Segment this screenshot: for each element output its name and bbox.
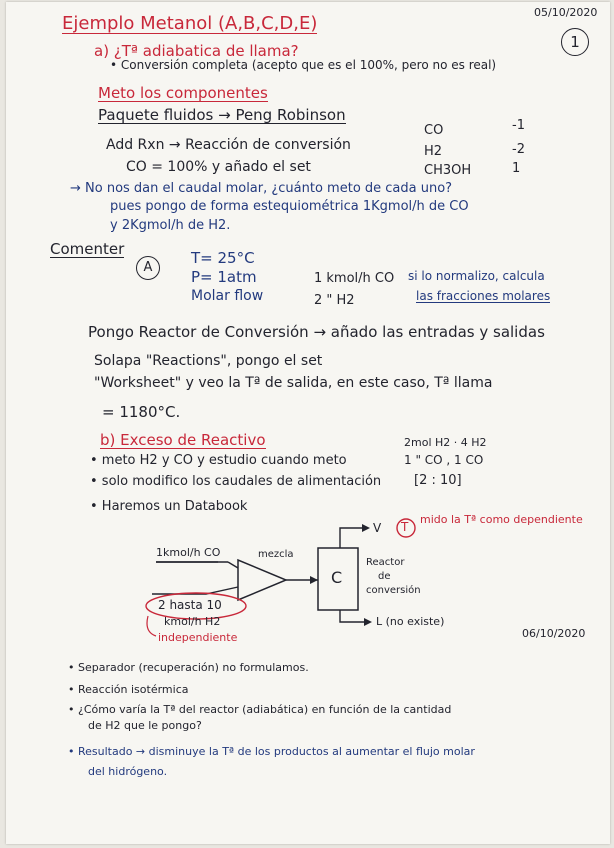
reactor-letter: C <box>331 568 343 587</box>
normalize-note: si lo normalizo, calcula <box>408 269 545 283</box>
fractions-note: las fracciones molares <box>416 289 551 303</box>
ratio-mid: 1 " CO , 1 CO <box>404 453 484 467</box>
stoich-species: CH3OH <box>424 163 472 178</box>
part-b-heading: b) Exceso de Reactivo <box>100 431 266 449</box>
stoichiometric-note-h2: y 2Kgmol/h de H2. <box>110 218 231 233</box>
h2-units-label: kmol/h H2 <box>164 615 221 628</box>
molar-flow-label: Molar flow <box>191 288 264 304</box>
part-b-bullet-3: • Haremos un Databook <box>90 499 248 514</box>
dependent-note: mido la Tª como dependiente <box>420 513 583 526</box>
flow-co: 1 kmol/h CO <box>314 271 395 286</box>
independent-label: independiente <box>158 631 238 644</box>
flow-h2: 2 " H2 <box>314 293 355 308</box>
components-line: Meto los componentes <box>98 84 268 102</box>
vapor-label: V <box>373 521 382 535</box>
h2-range-label: 2 hasta 10 <box>158 598 222 612</box>
page-number-circle: 1 <box>561 28 589 56</box>
fluid-package-line: Paquete fluidos → Peng Robinson <box>98 106 346 124</box>
temperature-spec: T= 25°C <box>191 249 255 267</box>
conclusion-3b: de H2 que le pongo? <box>88 719 202 732</box>
comenter-label: Comenter <box>50 240 125 258</box>
reactor-result: = 1180°C. <box>102 403 181 421</box>
conclusion-2: • Reacción isotérmica <box>68 683 189 696</box>
page-date: 05/10/2020 <box>534 6 598 19</box>
reactor-line-1: Pongo Reactor de Conversión → añado las entradas y salidas <box>88 323 545 341</box>
page-title: Ejemplo Metanol (A,B,C,D,E) <box>62 13 318 34</box>
mixer-symbol <box>238 560 286 600</box>
conversion-line: CO = 100% y añado el set <box>126 159 311 175</box>
reactor-label-2: de <box>378 571 391 582</box>
reactor-line-2: Solapa "Reactions", pongo el set <box>94 353 323 369</box>
reactor-label-3: conversión <box>366 585 421 596</box>
dependent-t: T <box>401 520 409 534</box>
stoichiometric-note: pues pongo de forma estequiométrica 1Kgmol/h de CO <box>110 199 469 214</box>
part-a-bullet: • Conversión completa (acepto que es el 100%, pero no es real) <box>110 58 497 72</box>
stoich-coef: -1 <box>512 118 525 133</box>
feed-co-label: 1kmol/h CO <box>156 546 221 559</box>
pressure-spec: P= 1atm <box>191 268 257 286</box>
conclusion-3: • ¿Cómo varía la Tª del reactor (adiabática) en función de la cantidad <box>68 703 452 716</box>
conclusion-4b: del hidrógeno. <box>88 765 168 778</box>
molar-flow-note: → No nos dan el caudal molar, ¿cuánto meto de cada uno? <box>70 181 453 196</box>
stoich-coef: 1 <box>512 161 521 176</box>
second-date: 06/10/2020 <box>522 627 586 640</box>
reactor-line-3: "Worksheet" y veo la Tª de salida, en este caso, Tª llama <box>94 375 493 391</box>
ratio-range: [2 : 10] <box>414 473 462 488</box>
conclusion-4: • Resultado → disminuye la Tª de los productos al aumentar el flujo molar <box>68 745 475 758</box>
part-b-bullet-2: • solo modifico los caudales de alimentación <box>90 474 382 489</box>
notebook-page <box>6 2 610 844</box>
liquid-outlet-line <box>340 610 368 622</box>
ratio-top: 2mol H2 · 4 H2 <box>404 436 487 449</box>
liquid-label: L (no existe) <box>376 615 445 628</box>
add-rxn-line: Add Rxn → Reacción de conversión <box>106 137 351 153</box>
mixer-label: mezcla <box>258 549 294 560</box>
stoich-coef: -2 <box>512 142 525 157</box>
reactor-label-1: Reactor <box>366 557 405 568</box>
conclusion-1: • Separador (recuperación) no formulamos. <box>68 661 309 674</box>
stoich-species: CO <box>424 123 444 138</box>
part-a-heading: a) ¿Tª adiabatica de llama? <box>94 42 299 60</box>
part-b-bullet-1: • meto H2 y CO y estudio cuando meto <box>90 453 347 468</box>
stream-a-circle: A <box>136 256 160 280</box>
process-flow-diagram <box>6 2 610 844</box>
stoich-species: H2 <box>424 144 443 159</box>
